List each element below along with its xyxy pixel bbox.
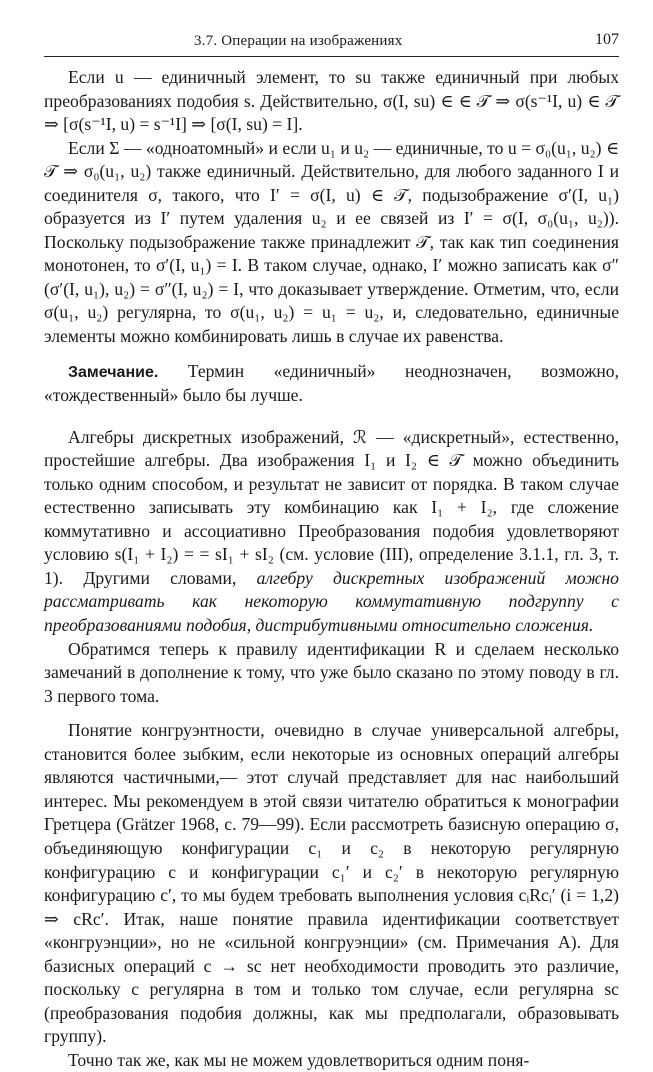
- header-rule: [44, 56, 619, 57]
- page-body: [44, 66, 619, 1072]
- remark-paragraph: [44, 360, 619, 408]
- paragraph-discrete-algebras: [44, 426, 619, 638]
- paragraph-identification-rule: Обратимся теперь к правилу идентификации R и сделаем несколько замечаний в дополнение к тому, что уже было сказано по этому поводу в гл. 3 первого тома.: [44, 638, 619, 706]
- running-header: [44, 0, 619, 58]
- paragraph-congruence: Понятие конгруэнтности, очевидно в случае универсальной алгебры, становится более зыбким, если некоторые из основных операций алгебры являются частичными,— этот случай представляет для нас наибольший интерес. Мы рекомендуем в этой связи читателю обратиться к монографии Гретцера (Grätzer 1968, с. 79—99). Если рассмотреть базисную операцию σ, объединяющую конфигурации c₁ и c₂ в некоторую регулярную конфигурацию c и конфигурации c₁′ и c₂′ в некоторую регулярную конфигурацию c′, то мы будем требовать выполнения условия cᵢRcᵢ′ (i = 1,2) ⇒ cRc′. Итак, наше понятие правила идентификации соответствует «конгруэнции», но не «сильной конгруэнции» (см. Примечания А). Для базисных операций c → sc нет необходимости проводить это различие, поскольку c регулярна в том и только том случае, если регулярна sc (преобразования подобия должны, как мы предполагали, образовывать группу).: [44, 720, 619, 1047]
- paragraph-unit-element: Если u — единичный элемент, то su также единичный при любых преобразованиях подобия s. Действительно, σ(I, su) ∈ ∈ 𝒯 ⇒ σ(s⁻¹I, u) ∈ 𝒯 ⇒ [σ(s⁻¹I, u) = s⁻¹I] ⇒ [σ(I, su) = I].: [44, 67, 619, 135]
- discrete-algebras-text: Алгебры дискретных изображений, ℛ — «дискретный», естественно, простейшие алгебры. Два изображения I₁ и I₂ ∈ 𝒯 можно объединить только одним способом, и результат не зависит от порядка. В таком случае естественно записывать эту комбинацию как I₁ + I₂, где сложение коммутативно и ассоциативно Преобразования подобия удовлетворяют условию s(I₁ + I₂) = = sI₁ + sI₂ (см. условие (III), определение 3.1.1, гл. 3, т. 1).: [44, 426, 619, 588]
- remark-heading: Замечание.: [68, 363, 159, 381]
- page-number: 107: [595, 31, 619, 48]
- paragraph-one-atom: Если Σ — «одноатомный» и если u₁ и u₂ — единичные, то u = σ₀(u₁, u₂) ∈ 𝒯 ⇒ σ₀(u₁, u₂) также единичный. Действительно, для любого заданного I и соединителя σ, такого, что I′ = σ(I, u) ∈ 𝒯, подызображение σ′(I, u₁) образуется из I′ путем удаления u₂ и ее связей из I′ = σ(I, σ₀(u₁, u₂)). Поскольку подызображение также принадлежит 𝒯, так как тип соединения монотонен, то σ′(I, u₁) = I. В таком случае, однако, I′ можно записать как σ″(σ′(I, u₁), u₂) = σ″(I, u₂) = I, что доказывает утверждение. Отметим, что, если σ(u₁, u₂) регулярна, то σ(u₁, u₂) = u₁ = u₂, и, следовательно, единичные элементы можно комбинировать лишь в случае их равенства.: [44, 137, 619, 347]
- paragraph-final-line: Точно так же, как мы не можем удовлетвориться одним поня-: [68, 1049, 530, 1070]
- discrete-algebras-emphasis: алгебру дискретных изображений можно рассматривать как некоторую коммутативную подгруппу с преобразованиями подобия, дистрибутивными относительно сложения.: [44, 567, 619, 636]
- remark-text: Термин «единичный» неоднозначен, возможно, «тождественный» было бы лучше.: [44, 360, 619, 406]
- section-title: 3.7. Операции на изображениях: [194, 33, 403, 49]
- discrete-algebras-lead: Другими словами,: [83, 567, 237, 588]
